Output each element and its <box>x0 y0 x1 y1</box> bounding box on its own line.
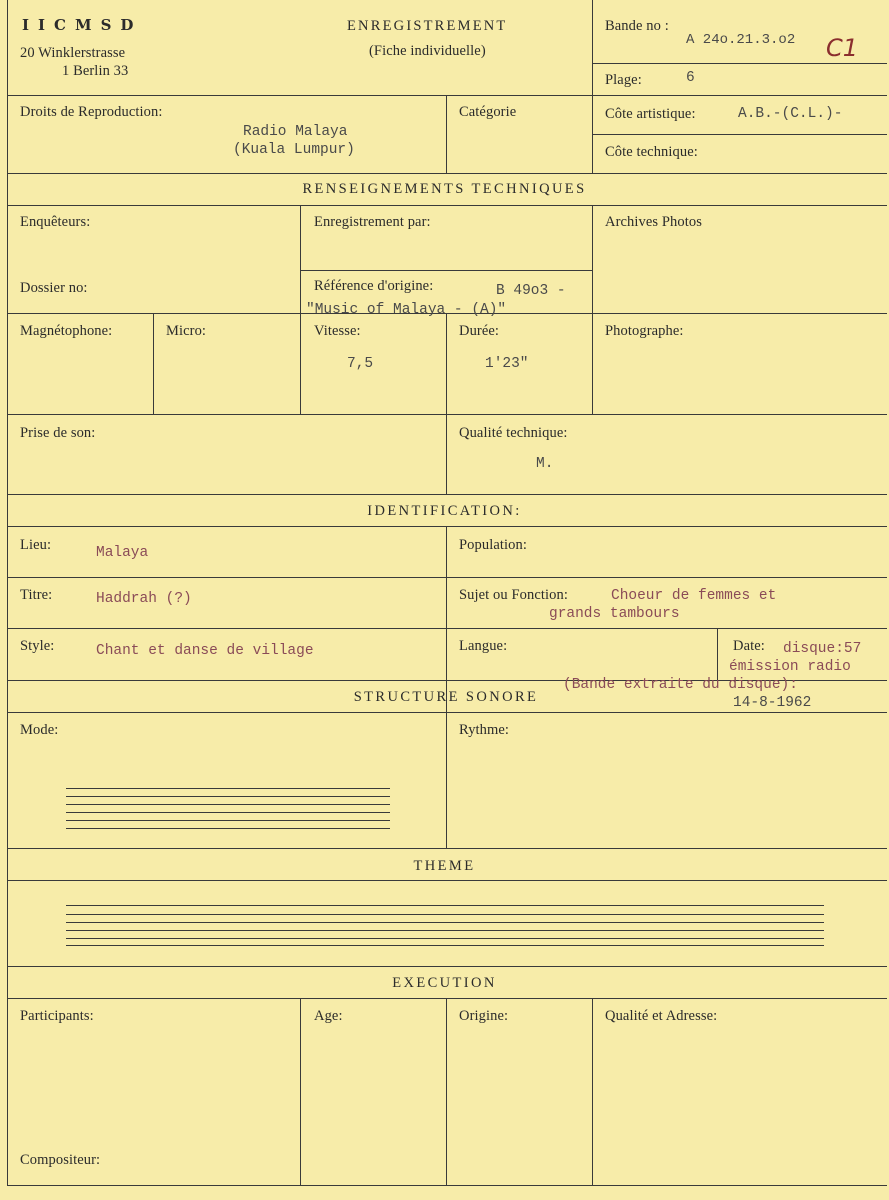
divider <box>446 414 447 494</box>
origine-label: Origine: <box>459 1008 509 1024</box>
institution-logo: IICMSD <box>22 16 143 34</box>
divider <box>300 998 301 1185</box>
date-value-bande: (Bande extraite du disque): <box>563 677 798 693</box>
lieu-label: Lieu: <box>20 537 52 553</box>
card-title: ENREGISTREMENT <box>347 18 508 34</box>
divider <box>7 966 887 967</box>
divider <box>446 95 447 173</box>
section-title-technique: RENSEIGNEMENTS TECHNIQUES <box>302 181 587 197</box>
bande-value: A 24o.21.3.o2 <box>686 32 796 48</box>
population-label: Population: <box>459 537 527 553</box>
divider <box>446 526 447 848</box>
divider <box>7 712 887 713</box>
plage-label: Plage: <box>605 72 642 88</box>
section-title-identification: IDENTIFICATION: <box>367 503 522 519</box>
magnetophone-label: Magnétophone: <box>20 323 113 339</box>
droits-value-line1: Radio Malaya <box>243 124 348 140</box>
bande-handwritten-note: C1 <box>826 34 859 62</box>
categorie-label: Catégorie <box>459 104 517 120</box>
bande-label: Bande no : <box>605 18 669 34</box>
divider <box>7 577 887 578</box>
age-label: Age: <box>314 1008 343 1024</box>
date-value-day: 14-8-1962 <box>733 695 812 711</box>
mode-staff-line <box>66 812 390 813</box>
sujet-value-line2: grands tambours <box>549 606 680 622</box>
lieu-value: Malaya <box>96 545 149 561</box>
mode-staff-line <box>66 820 390 821</box>
section-title-execution: EXECUTION <box>392 975 497 991</box>
divider <box>7 998 887 999</box>
cote-technique-label: Côte technique: <box>605 144 698 160</box>
section-title-structure: STRUCTURE SONORE <box>353 689 539 705</box>
card-subtitle: (Fiche individuelle) <box>369 43 486 59</box>
theme-staff-line <box>66 905 824 906</box>
style-value: Chant et danse de village <box>96 643 314 659</box>
card-left-border <box>7 0 8 1186</box>
micro-label: Micro: <box>166 323 207 339</box>
reference-value: B 49o3 - <box>496 283 566 299</box>
date-value-emission: émission radio <box>729 659 851 675</box>
qualite-adresse-label: Qualité et Adresse: <box>605 1008 718 1024</box>
card-bottom-border <box>7 1185 887 1186</box>
mode-staff-line <box>66 796 390 797</box>
style-label: Style: <box>20 638 55 654</box>
enregistrement-par-label: Enregistrement par: <box>314 214 431 230</box>
section-title-theme: THEME <box>413 858 476 874</box>
divider <box>7 494 887 495</box>
divider <box>7 880 887 881</box>
cote-artistique-value: A.B.-(C.L.)- <box>738 106 843 122</box>
theme-staff-line <box>66 930 824 931</box>
rythme-label: Rythme: <box>459 722 510 738</box>
theme-staff-line <box>66 938 824 939</box>
divider <box>7 205 887 206</box>
date-value-disque: disque:57 <box>783 641 862 657</box>
divider <box>7 848 887 849</box>
divider <box>7 95 887 96</box>
theme-staff-line <box>66 945 824 946</box>
participants-label: Participants: <box>20 1008 94 1024</box>
reference-value-title: "Music of Malaya - (A)" <box>306 302 507 318</box>
divider <box>300 270 592 271</box>
archives-photos-label: Archives Photos <box>605 214 702 230</box>
address-line-1: 20 Winklerstrasse <box>20 45 126 61</box>
divider <box>592 63 887 64</box>
dossier-label: Dossier no: <box>20 280 88 296</box>
divider <box>7 628 887 629</box>
qualite-technique-value: M. <box>536 456 554 472</box>
duree-value: 1'23" <box>485 356 529 372</box>
vitesse-label: Vitesse: <box>314 323 361 339</box>
qualite-technique-label: Qualité technique: <box>459 425 568 441</box>
photographe-label: Photographe: <box>605 323 684 339</box>
divider <box>7 526 887 527</box>
cote-artistique-label: Côte artistique: <box>605 106 696 122</box>
mode-staff-line <box>66 804 390 805</box>
divider <box>717 628 718 680</box>
compositeur-label: Compositeur: <box>20 1152 101 1168</box>
divider <box>446 313 447 414</box>
titre-label: Titre: <box>20 587 53 603</box>
reference-label: Référence d'origine: <box>314 278 434 294</box>
address-line-2: 1 Berlin 33 <box>62 63 129 79</box>
enqueteurs-label: Enquêteurs: <box>20 214 91 230</box>
titre-value: Haddrah (?) <box>96 591 192 607</box>
divider <box>592 205 593 414</box>
divider <box>592 0 593 95</box>
prise-de-son-label: Prise de son: <box>20 425 96 441</box>
divider <box>446 998 447 1185</box>
mode-staff-line <box>66 788 390 789</box>
date-label: Date: <box>733 638 765 654</box>
droits-value-line2: (Kuala Lumpur) <box>233 142 355 158</box>
plage-value: 6 <box>686 70 695 86</box>
divider <box>300 205 301 414</box>
mode-label: Mode: <box>20 722 59 738</box>
droits-label: Droits de Reproduction: <box>20 104 163 120</box>
duree-label: Durée: <box>459 323 500 339</box>
divider <box>153 313 154 414</box>
sujet-label: Sujet ou Fonction: <box>459 587 568 603</box>
divider <box>7 173 887 174</box>
sujet-value-line1: Choeur de femmes et <box>611 588 777 604</box>
mode-staff-line <box>66 828 390 829</box>
vitesse-value: 7,5 <box>347 356 374 372</box>
divider <box>592 134 887 135</box>
divider <box>592 998 593 1185</box>
langue-label: Langue: <box>459 638 508 654</box>
theme-staff-line <box>66 922 824 923</box>
theme-staff-line <box>66 914 824 915</box>
divider <box>7 414 887 415</box>
